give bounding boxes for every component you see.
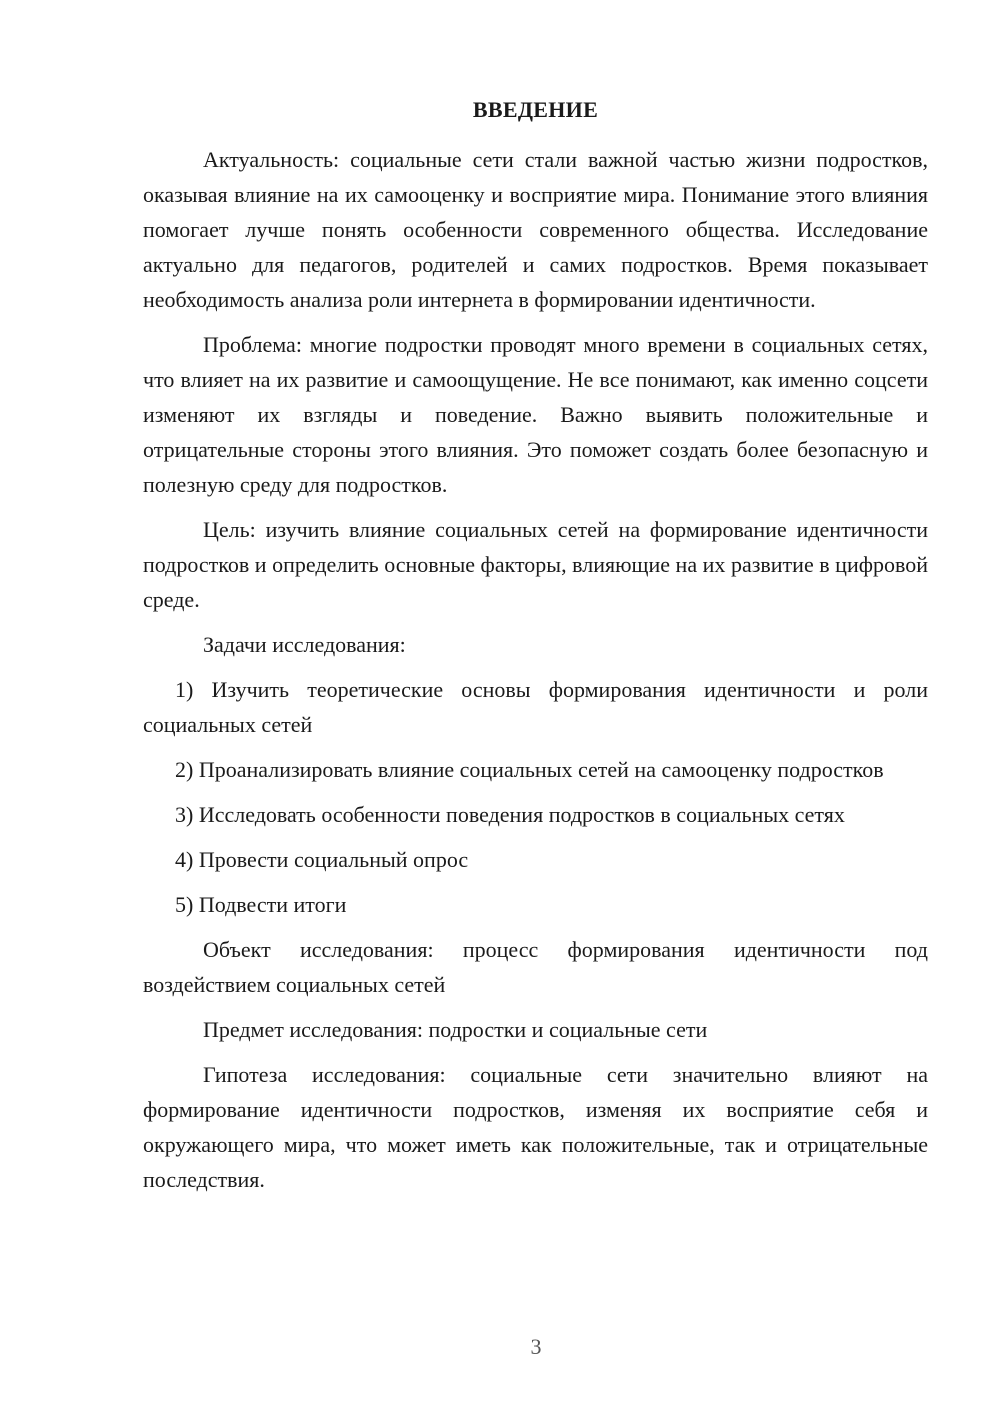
paragraph-goal: Цель: изучить влияние социальных сетей на формирование идентичности подростков и определить основные факторы, влияющие на их развитие в цифровой среде.	[143, 517, 928, 612]
tasks-heading: Задачи исследования:	[203, 632, 406, 657]
list-item: 4) Провести социальный опрос	[175, 847, 469, 872]
paragraph-subject: Предмет исследования: подростки и социальные сети	[203, 1017, 708, 1042]
list-item: 2) Проанализировать влияние социальных сетей на самооценку подростков	[175, 757, 884, 782]
list-item: 1) Изучить теоретические основы формирования идентичности и роли социальных сетей	[143, 677, 928, 737]
tasks-list	[143, 672, 928, 922]
paragraph-problem: Проблема: многие подростки проводят много времени в социальных сетях, что влияет на их развитие и самоощущение. Не все понимают, как именно соцсети изменяют их взгляды и поведение. Важно выявить положительные и отрицательные стороны этого влияния. Это поможет создать более безопасную и полезную среду для подростков.	[143, 332, 928, 497]
paragraph-hypothesis: Гипотеза исследования: социальные сети значительно влияют на формирование идентичности подростков, изменяя их восприятие себя и окружающего мира, что может иметь как положительные, так и отрицательные последствия.	[143, 1062, 928, 1192]
page-title: ВВЕДЕНИЕ	[472, 97, 599, 122]
list-item: 3) Исследовать особенности поведения подростков в социальных сетях	[175, 802, 845, 827]
list-item: 5) Подвести итоги	[175, 892, 347, 917]
paragraph-relevance: Актуальность: социальные сети стали важной частью жизни подростков, оказывая влияние на их самооценку и восприятие мира. Понимание этого влияния помогает лучше понять особенности современного общества. Исследование актуально для педагогов, родителей и самих подростков. Время показывает необходимость анализа роли интернета в формировании идентичности.	[143, 147, 928, 312]
document-page	[143, 96, 928, 1207]
page-number: 3	[530, 1334, 542, 1359]
paragraph-object: Объект исследования: процесс формирования идентичности под воздействием социальных сетей	[143, 937, 928, 997]
